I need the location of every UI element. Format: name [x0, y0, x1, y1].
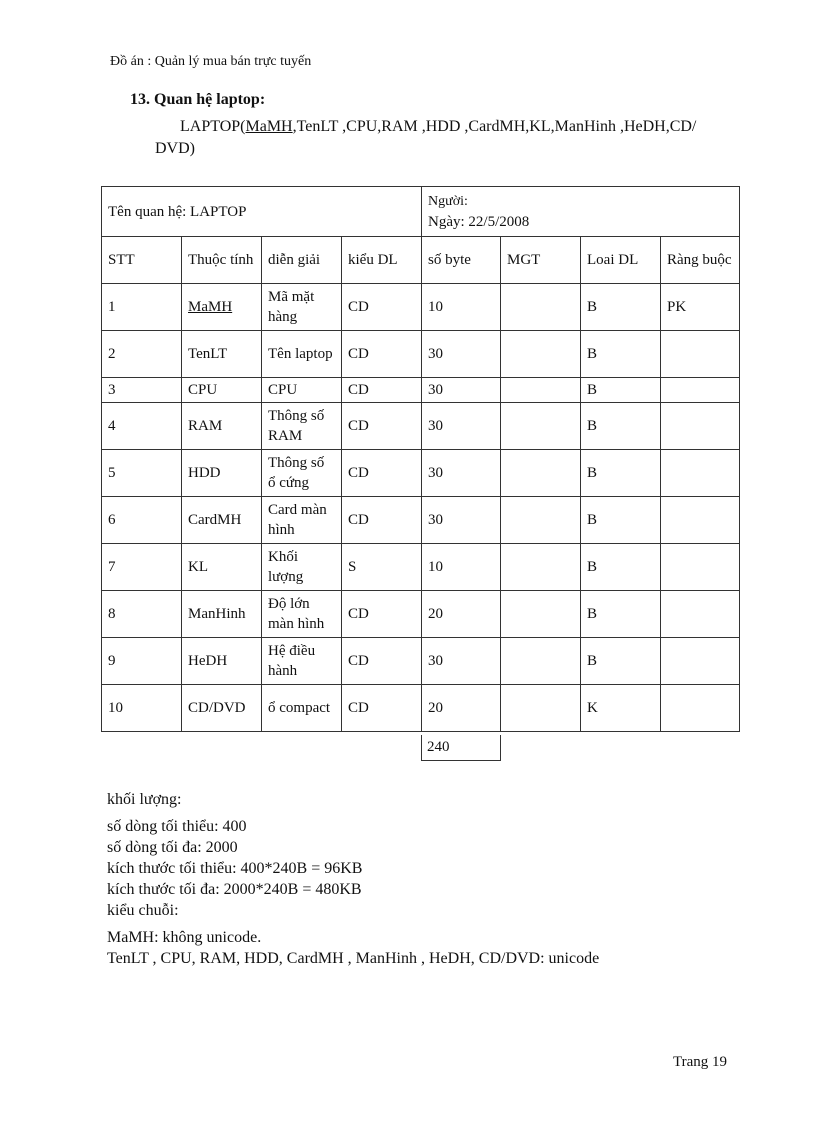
relation-name-cell: Tên quan hệ: LAPTOP — [102, 187, 422, 237]
table-row — [102, 403, 740, 450]
cell-mgt — [501, 403, 581, 450]
cell-attribute: ManHinh — [182, 591, 262, 638]
cell-constraint — [661, 591, 740, 638]
cell-bytes: 10 — [422, 284, 501, 331]
person-label: Người: — [428, 193, 468, 209]
cell-mgt — [501, 497, 581, 544]
cell-bytes: 30 — [422, 403, 501, 450]
cell-loai-dl: B — [581, 378, 661, 403]
table-row — [102, 544, 740, 591]
cell-mgt — [501, 638, 581, 685]
cell-attribute: RAM — [182, 403, 262, 450]
cell-stt: 6 — [102, 497, 182, 544]
cell-bytes: 20 — [422, 591, 501, 638]
cell-stt: 10 — [102, 685, 182, 732]
cell-loai-dl: B — [581, 544, 661, 591]
schema-prefix: LAPTOP( — [180, 118, 246, 135]
cell-description: Card màn hình — [262, 497, 342, 544]
table-meta-row — [102, 187, 740, 237]
cell-data-type: CD — [342, 450, 422, 497]
table-row — [102, 450, 740, 497]
schema-primary-key: MaMH — [245, 118, 293, 135]
cell-loai-dl: B — [581, 497, 661, 544]
notes-section — [107, 789, 599, 969]
cell-stt: 1 — [102, 284, 182, 331]
cell-constraint: PK — [661, 284, 740, 331]
cell-data-type: CD — [342, 685, 422, 732]
cell-attribute: CPU — [182, 378, 262, 403]
cell-bytes: 30 — [422, 378, 501, 403]
table-row — [102, 685, 740, 732]
header-loai-dl: Loai DL — [581, 237, 661, 284]
cell-attribute: HeDH — [182, 638, 262, 685]
cell-description: Tên laptop — [262, 331, 342, 378]
cell-data-type: S — [342, 544, 422, 591]
section-title: 13. Quan hệ laptop: — [130, 91, 266, 108]
cell-mgt — [501, 685, 581, 732]
volume-label: khối lượng: — [107, 791, 182, 808]
cell-data-type: CD — [342, 284, 422, 331]
header-bytes: số byte — [422, 237, 501, 284]
cell-stt: 2 — [102, 331, 182, 378]
cell-stt: 9 — [102, 638, 182, 685]
cell-mgt — [501, 284, 581, 331]
cell-loai-dl: B — [581, 331, 661, 378]
cell-data-type: CD — [342, 591, 422, 638]
cell-stt: 4 — [102, 403, 182, 450]
cell-attribute: MaMH — [182, 284, 262, 331]
cell-description: Thông số RAM — [262, 403, 342, 450]
cell-bytes: 30 — [422, 450, 501, 497]
cell-data-type: CD — [342, 331, 422, 378]
meta-cell — [422, 187, 740, 237]
cell-bytes: 30 — [422, 331, 501, 378]
cell-description: Khối lượng — [262, 544, 342, 591]
cell-attribute: CardMH — [182, 497, 262, 544]
cell-mgt — [501, 331, 581, 378]
table-row — [102, 284, 740, 331]
cell-loai-dl: B — [581, 638, 661, 685]
table-row — [102, 591, 740, 638]
header-stt: STT — [102, 237, 182, 284]
cell-constraint — [661, 497, 740, 544]
table-header-row — [102, 237, 740, 284]
max-rows-text: số dòng tối đa: 2000 — [107, 839, 238, 856]
cell-constraint — [661, 450, 740, 497]
header-description: diễn giải — [262, 237, 342, 284]
non-unicode-text: MaMH: không unicode. — [107, 929, 262, 946]
cell-mgt — [501, 378, 581, 403]
cell-attribute: KL — [182, 544, 262, 591]
cell-loai-dl: K — [581, 685, 661, 732]
page-number: Trang 19 — [673, 1054, 728, 1070]
table-row — [102, 638, 740, 685]
relation-table — [101, 186, 740, 732]
cell-data-type: CD — [342, 497, 422, 544]
cell-description: Thông số ổ cứng — [262, 450, 342, 497]
cell-constraint — [661, 403, 740, 450]
cell-stt: 7 — [102, 544, 182, 591]
table-row — [102, 378, 740, 403]
cell-description: ổ compact — [262, 685, 342, 732]
max-size-text: kích thước tối đa: 2000*240B = 480KB — [107, 881, 362, 898]
cell-data-type: CD — [342, 378, 422, 403]
header-mgt: MGT — [501, 237, 581, 284]
document-header: Đồ án : Quản lý mua bán trực tuyến — [110, 54, 312, 69]
min-size-text: kích thước tối thiểu: 400*240B = 96KB — [107, 860, 363, 877]
header-constraint: Ràng buộc — [661, 237, 740, 284]
cell-stt: 8 — [102, 591, 182, 638]
cell-loai-dl: B — [581, 450, 661, 497]
cell-constraint — [661, 378, 740, 403]
table-row — [102, 331, 740, 378]
cell-stt: 3 — [102, 378, 182, 403]
cell-data-type: CD — [342, 638, 422, 685]
cell-attribute: HDD — [182, 450, 262, 497]
schema-attributes: ,TenLT ,CPU,RAM ,HDD ,CardMH,KL,ManHinh ,HeDH,CD/ — [292, 118, 697, 135]
cell-attribute: TenLT — [182, 331, 262, 378]
cell-bytes: 10 — [422, 544, 501, 591]
schema-line-1 — [155, 116, 735, 138]
cell-loai-dl: B — [581, 403, 661, 450]
cell-data-type: CD — [342, 403, 422, 450]
date-label: Ngày: 22/5/2008 — [428, 213, 530, 230]
table-row — [102, 497, 740, 544]
cell-attribute: CD/DVD — [182, 685, 262, 732]
relation-schema — [155, 116, 735, 160]
cell-bytes: 30 — [422, 638, 501, 685]
string-type-label: kiểu chuỗi: — [107, 902, 179, 919]
cell-mgt — [501, 450, 581, 497]
header-attribute: Thuộc tính — [182, 237, 262, 284]
cell-bytes: 30 — [422, 497, 501, 544]
cell-bytes: 20 — [422, 685, 501, 732]
total-bytes-table — [421, 735, 501, 761]
cell-constraint — [661, 685, 740, 732]
total-bytes-cell: 240 — [422, 735, 501, 761]
cell-stt: 5 — [102, 450, 182, 497]
cell-description: Hệ điều hành — [262, 638, 342, 685]
cell-mgt — [501, 544, 581, 591]
cell-description: Độ lớn màn hình — [262, 591, 342, 638]
cell-mgt — [501, 591, 581, 638]
schema-line-2: DVD) — [155, 140, 195, 157]
cell-constraint — [661, 544, 740, 591]
cell-constraint — [661, 331, 740, 378]
header-data-type: kiểu DL — [342, 237, 422, 284]
cell-loai-dl: B — [581, 284, 661, 331]
cell-constraint — [661, 638, 740, 685]
min-rows-text: số dòng tối thiểu: 400 — [107, 818, 247, 835]
unicode-text: TenLT , CPU, RAM, HDD, CardMH , ManHinh , HeDH, CD/DVD: unicode — [107, 950, 600, 967]
cell-loai-dl: B — [581, 591, 661, 638]
cell-description: CPU — [262, 378, 342, 403]
cell-description: Mã mặt hàng — [262, 284, 342, 331]
